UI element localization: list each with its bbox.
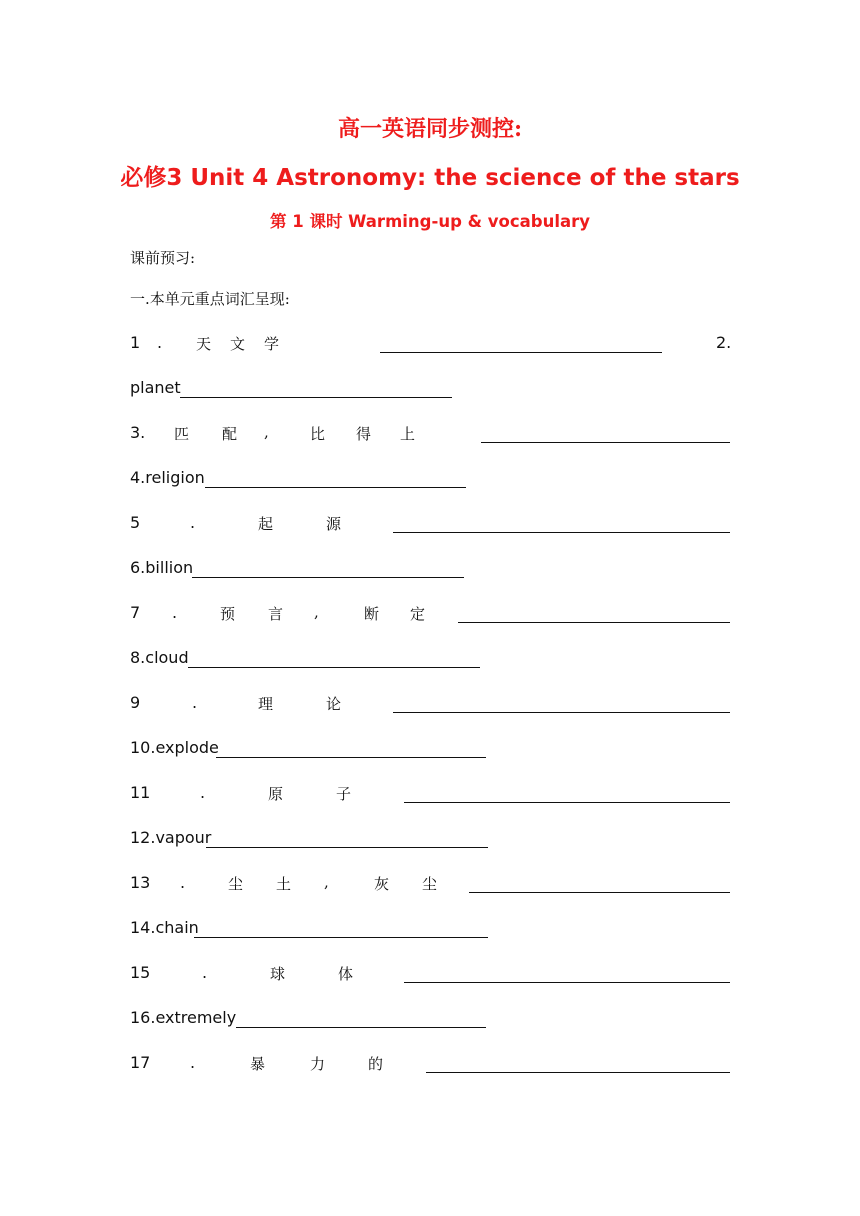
item-dot: . <box>200 783 206 802</box>
item-char: 尘 <box>228 875 244 893</box>
item-number: 17 <box>130 1053 151 1072</box>
item-word: 8.cloud <box>130 648 189 667</box>
item-char: 天 <box>196 335 212 353</box>
item-word: 14.chain <box>130 918 199 937</box>
answer-blank[interactable] <box>216 757 486 758</box>
answer-blank[interactable] <box>458 622 730 623</box>
item-word: 12.vapour <box>130 828 212 847</box>
item-word: 6.billion <box>130 558 194 577</box>
item-number: 9 <box>130 693 141 712</box>
answer-blank[interactable] <box>481 442 730 443</box>
vocab-item <box>130 648 490 676</box>
item-char: 理 <box>258 695 274 713</box>
part-heading: 一.本单元重点词汇呈现: <box>130 290 290 308</box>
vocab-item <box>130 873 730 901</box>
answer-blank[interactable] <box>206 847 488 848</box>
answer-blank[interactable] <box>404 802 730 803</box>
item-number: 7 <box>130 603 141 622</box>
item-number: 3. <box>130 423 146 442</box>
vocab-item <box>130 603 730 631</box>
item-char: 得 <box>356 425 372 443</box>
item-char: 匹 <box>174 425 190 443</box>
item-char: , <box>314 603 319 621</box>
item-word: 4.religion <box>130 468 205 487</box>
vocab-item <box>130 378 460 406</box>
item-number: 11 <box>130 783 151 802</box>
answer-blank[interactable] <box>380 352 662 353</box>
vocab-item <box>130 333 730 361</box>
item-number: 13 <box>130 873 151 892</box>
item-char: 学 <box>264 335 280 353</box>
item-char: 上 <box>400 425 416 443</box>
item-char: 断 <box>364 605 380 623</box>
vocab-item <box>130 1008 490 1036</box>
item-dot: . <box>157 333 163 352</box>
answer-blank[interactable] <box>194 937 488 938</box>
item-char: 配 <box>222 425 238 443</box>
answer-blank[interactable] <box>469 892 730 893</box>
next-item-number: 2. <box>716 333 732 352</box>
item-char: 预 <box>220 605 236 623</box>
lesson-title: 第 1 课时 Warming-up & vocabulary <box>269 212 591 231</box>
answer-blank[interactable] <box>180 397 452 398</box>
vocab-item <box>130 558 470 586</box>
item-number: 1 <box>130 333 141 352</box>
item-dot: . <box>202 963 208 982</box>
item-char: 尘 <box>422 875 438 893</box>
answer-blank[interactable] <box>236 1027 486 1028</box>
item-dot: . <box>190 513 196 532</box>
item-char: 原 <box>268 785 284 803</box>
answer-blank[interactable] <box>205 487 466 488</box>
item-char: 比 <box>310 425 326 443</box>
vocab-item <box>130 738 490 766</box>
item-number: 5 <box>130 513 141 532</box>
item-dot: . <box>172 603 178 622</box>
vocab-item <box>130 468 470 496</box>
vocab-item <box>130 963 730 991</box>
vocab-item <box>130 783 730 811</box>
item-dot: . <box>190 1053 196 1072</box>
item-dot: . <box>180 873 186 892</box>
vocab-item <box>130 693 730 721</box>
item-char: 论 <box>326 695 342 713</box>
vocab-item <box>130 918 490 946</box>
answer-blank[interactable] <box>393 712 730 713</box>
item-char: 暴 <box>250 1055 266 1073</box>
answer-blank[interactable] <box>426 1072 730 1073</box>
item-number: 15 <box>130 963 151 982</box>
item-char: 源 <box>326 515 342 533</box>
item-char: 球 <box>270 965 286 983</box>
vocab-item <box>130 1053 730 1081</box>
item-char: , <box>324 873 329 891</box>
item-char: 文 <box>230 335 246 353</box>
item-char: 起 <box>258 515 274 533</box>
item-word: 10.explode <box>130 738 219 757</box>
unit-title: 必修3 Unit 4 Astronomy: the science of the stars <box>120 165 740 191</box>
item-char: 力 <box>310 1055 326 1073</box>
vocab-item <box>130 828 490 856</box>
worksheet-title: 高一英语同步测控: <box>337 116 523 142</box>
answer-blank[interactable] <box>404 982 730 983</box>
vocab-item <box>130 423 730 451</box>
item-char: 言 <box>268 605 284 623</box>
item-char: 定 <box>410 605 426 623</box>
vocab-item <box>130 513 730 541</box>
item-char: 灰 <box>374 875 390 893</box>
item-char: 子 <box>336 785 352 803</box>
section-heading: 课前预习: <box>130 249 196 267</box>
item-char: 的 <box>368 1055 384 1073</box>
item-char: 体 <box>338 965 354 983</box>
item-char: 土 <box>276 875 292 893</box>
item-dot: . <box>192 693 198 712</box>
item-word: 16.extremely <box>130 1008 237 1027</box>
answer-blank[interactable] <box>393 532 730 533</box>
answer-blank[interactable] <box>188 667 480 668</box>
item-char: , <box>264 423 269 441</box>
answer-blank[interactable] <box>192 577 464 578</box>
item-word: planet <box>130 378 181 397</box>
